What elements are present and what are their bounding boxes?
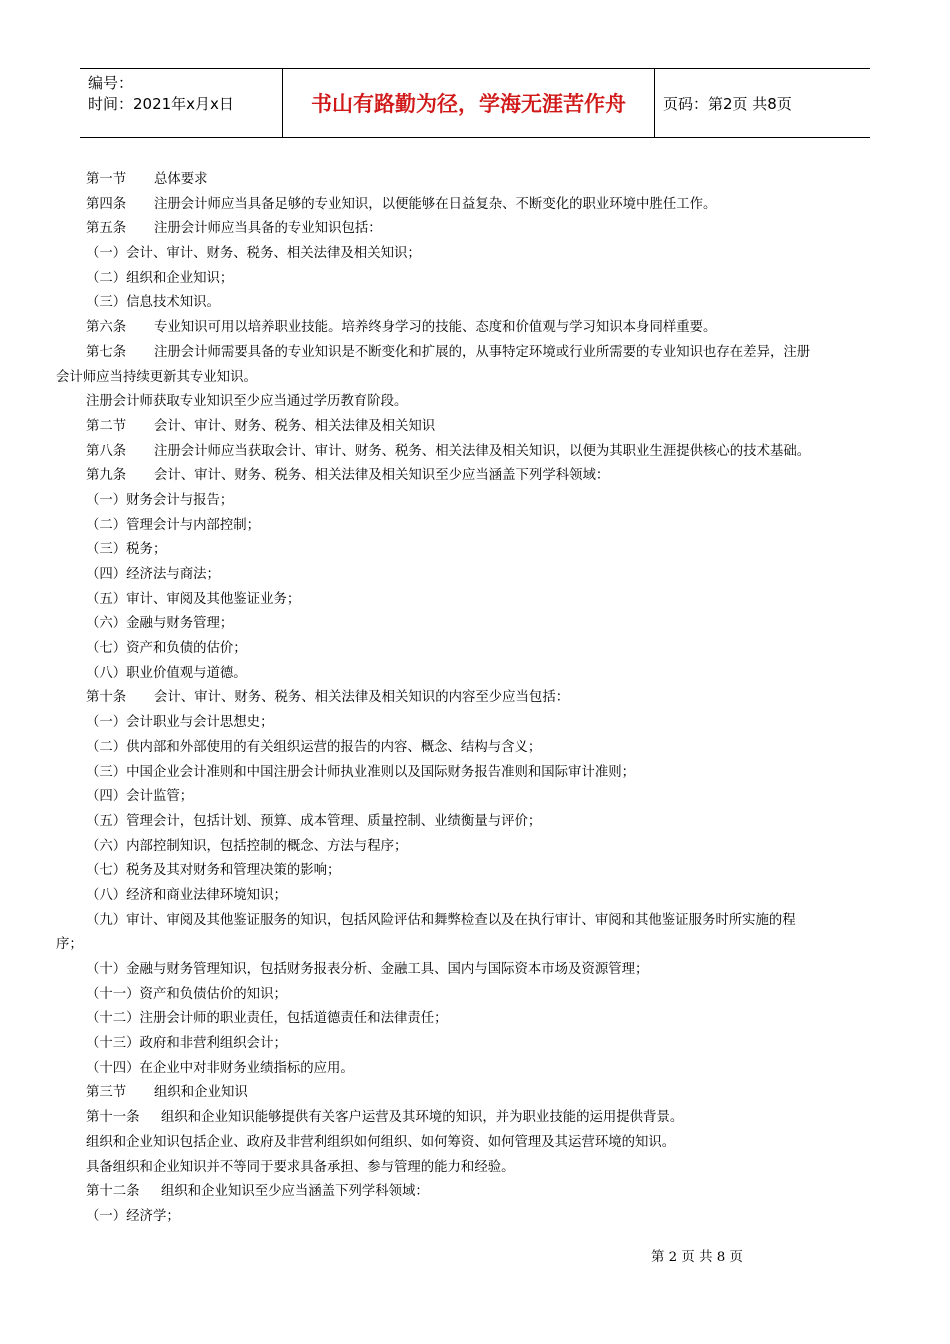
list-item: （八）经济和商业法律环境知识； — [86, 887, 287, 903]
list-item: （五）审计、审阅及其他鉴证业务； — [86, 591, 301, 607]
header-page-code: 页码：第2页 共8页 — [663, 94, 792, 113]
list-item: （三）税务； — [86, 542, 167, 558]
article: 第七条 注册会计师需要具备的专业知识是不断变化和扩展的，从事特定环境或行业所需要的专业知识也存在差异，注册 — [86, 344, 811, 360]
article: 第六条 专业知识可用以培养职业技能。培养终身学习的技能、态度和价值观与学习知识本身同样重要。 — [86, 320, 717, 336]
list-item: （三）信息技术知识。 — [86, 295, 220, 311]
list-item-continuation: 序； — [56, 937, 83, 953]
list-item: （三）中国企业会计准则和中国注册会计师执业准则以及国际财务报告准则和国际审计准则； — [86, 764, 636, 780]
list-item: （六）内部控制知识，包括控制的概念、方法与程序； — [86, 838, 408, 854]
list-item: （五）管理会计，包括计划、预算、成本管理、质量控制、业绩衡量与评价； — [86, 813, 542, 829]
list-item: （十）金融与财务管理知识，包括财务报表分析、金融工具、国内与国际资本市场及资源管理； — [86, 962, 649, 977]
list-item: （八）职业价值观与道德。 — [86, 665, 247, 681]
list-item: （四）会计监管； — [86, 789, 194, 805]
document-date: 时间：2021年x月x日 — [88, 95, 234, 113]
article-continuation: 会计师应当持续更新其专业知识。 — [56, 369, 257, 385]
list-item: （七）税务及其对财务和管理决策的影响； — [86, 863, 341, 879]
article: 第五条 注册会计师应当具备的专业知识包括： — [86, 221, 382, 237]
list-item: （二）供内部和外部使用的有关组织运营的报告的内容、概念、结构与含义； — [86, 739, 542, 755]
section-heading: 第三节 组织和企业知识 — [86, 1085, 248, 1101]
list-item: （十二）注册会计师的职业责任，包括道德责任和法律责任； — [86, 1011, 448, 1027]
article: 第九条 会计、审计、财务、税务、相关法律及相关知识至少应当涵盖下列学科领域： — [86, 468, 610, 484]
header-left — [80, 69, 282, 137]
list-item: （二）组织和企业知识； — [86, 270, 234, 286]
list-item: （九）审计、审阅及其他鉴证服务的知识，包括风险评估和舞弊检查以及在执行审计、审阅和其他鉴证服务时所实施的程 — [86, 912, 796, 928]
list-item: （七）资产和负债的估价； — [86, 641, 247, 657]
list-item: （一）会计、审计、财务、税务、相关法律及相关知识； — [86, 246, 421, 262]
list-item: （六）金融与财务管理； — [86, 616, 234, 632]
article: 第十二条 组织和企业知识至少应当涵盖下列学科领域： — [86, 1184, 429, 1200]
section-heading: 第二节 会计、审计、财务、税务、相关法律及相关知识 — [86, 418, 436, 434]
article: 第十条 会计、审计、财务、税务、相关法律及相关知识的内容至少应当包括： — [86, 690, 570, 706]
section-heading: 第一节 总体要求 — [86, 172, 208, 187]
list-item: （四）经济法与商法； — [86, 567, 220, 582]
page-header — [80, 68, 870, 138]
document-body — [56, 168, 902, 1230]
list-item: （一）经济学； — [86, 1208, 180, 1224]
article: 第四条 注册会计师应当具备足够的专业知识，以便能够在日益复杂、不断变化的职业环境中胜任工作。 — [86, 196, 717, 212]
paragraph: 具备组织和企业知识并不等同于要求具备承担、参与管理的能力和经验。 — [86, 1159, 515, 1175]
list-item: （一）会计职业与会计思想史； — [86, 715, 274, 731]
header-motto: 书山有路勤为径，学海无涯苦作舟 — [282, 69, 655, 137]
paragraph: 组织和企业知识包括企业、政府及非营利组织如何组织、如何筹资、如何管理及其运营环境的知识。 — [86, 1134, 676, 1150]
list-item: （二）管理会计与内部控制； — [86, 517, 261, 533]
paragraph: 注册会计师获取专业知识至少应当通过学历教育阶段。 — [86, 394, 408, 410]
list-item: （一）财务会计与报告； — [86, 492, 234, 508]
list-item: （十四）在企业中对非财务业绩指标的应用。 — [86, 1060, 354, 1076]
article: 第十一条 组织和企业知识能够提供有关客户运营及其环境的知识，并为职业技能的运用提供背景。 — [86, 1110, 684, 1126]
list-item: （十三）政府和非营利组织会计； — [86, 1036, 287, 1052]
document-number-label: 编号： — [88, 74, 134, 92]
page-footer: 第 2 页 共 8 页 — [651, 1250, 743, 1265]
list-item: （十一）资产和负债估价的知识； — [86, 986, 287, 1002]
article: 第八条 注册会计师应当获取会计、审计、财务、税务、相关法律及相关知识，以便为其职业生涯提供核心的技术基础。 — [86, 443, 811, 459]
